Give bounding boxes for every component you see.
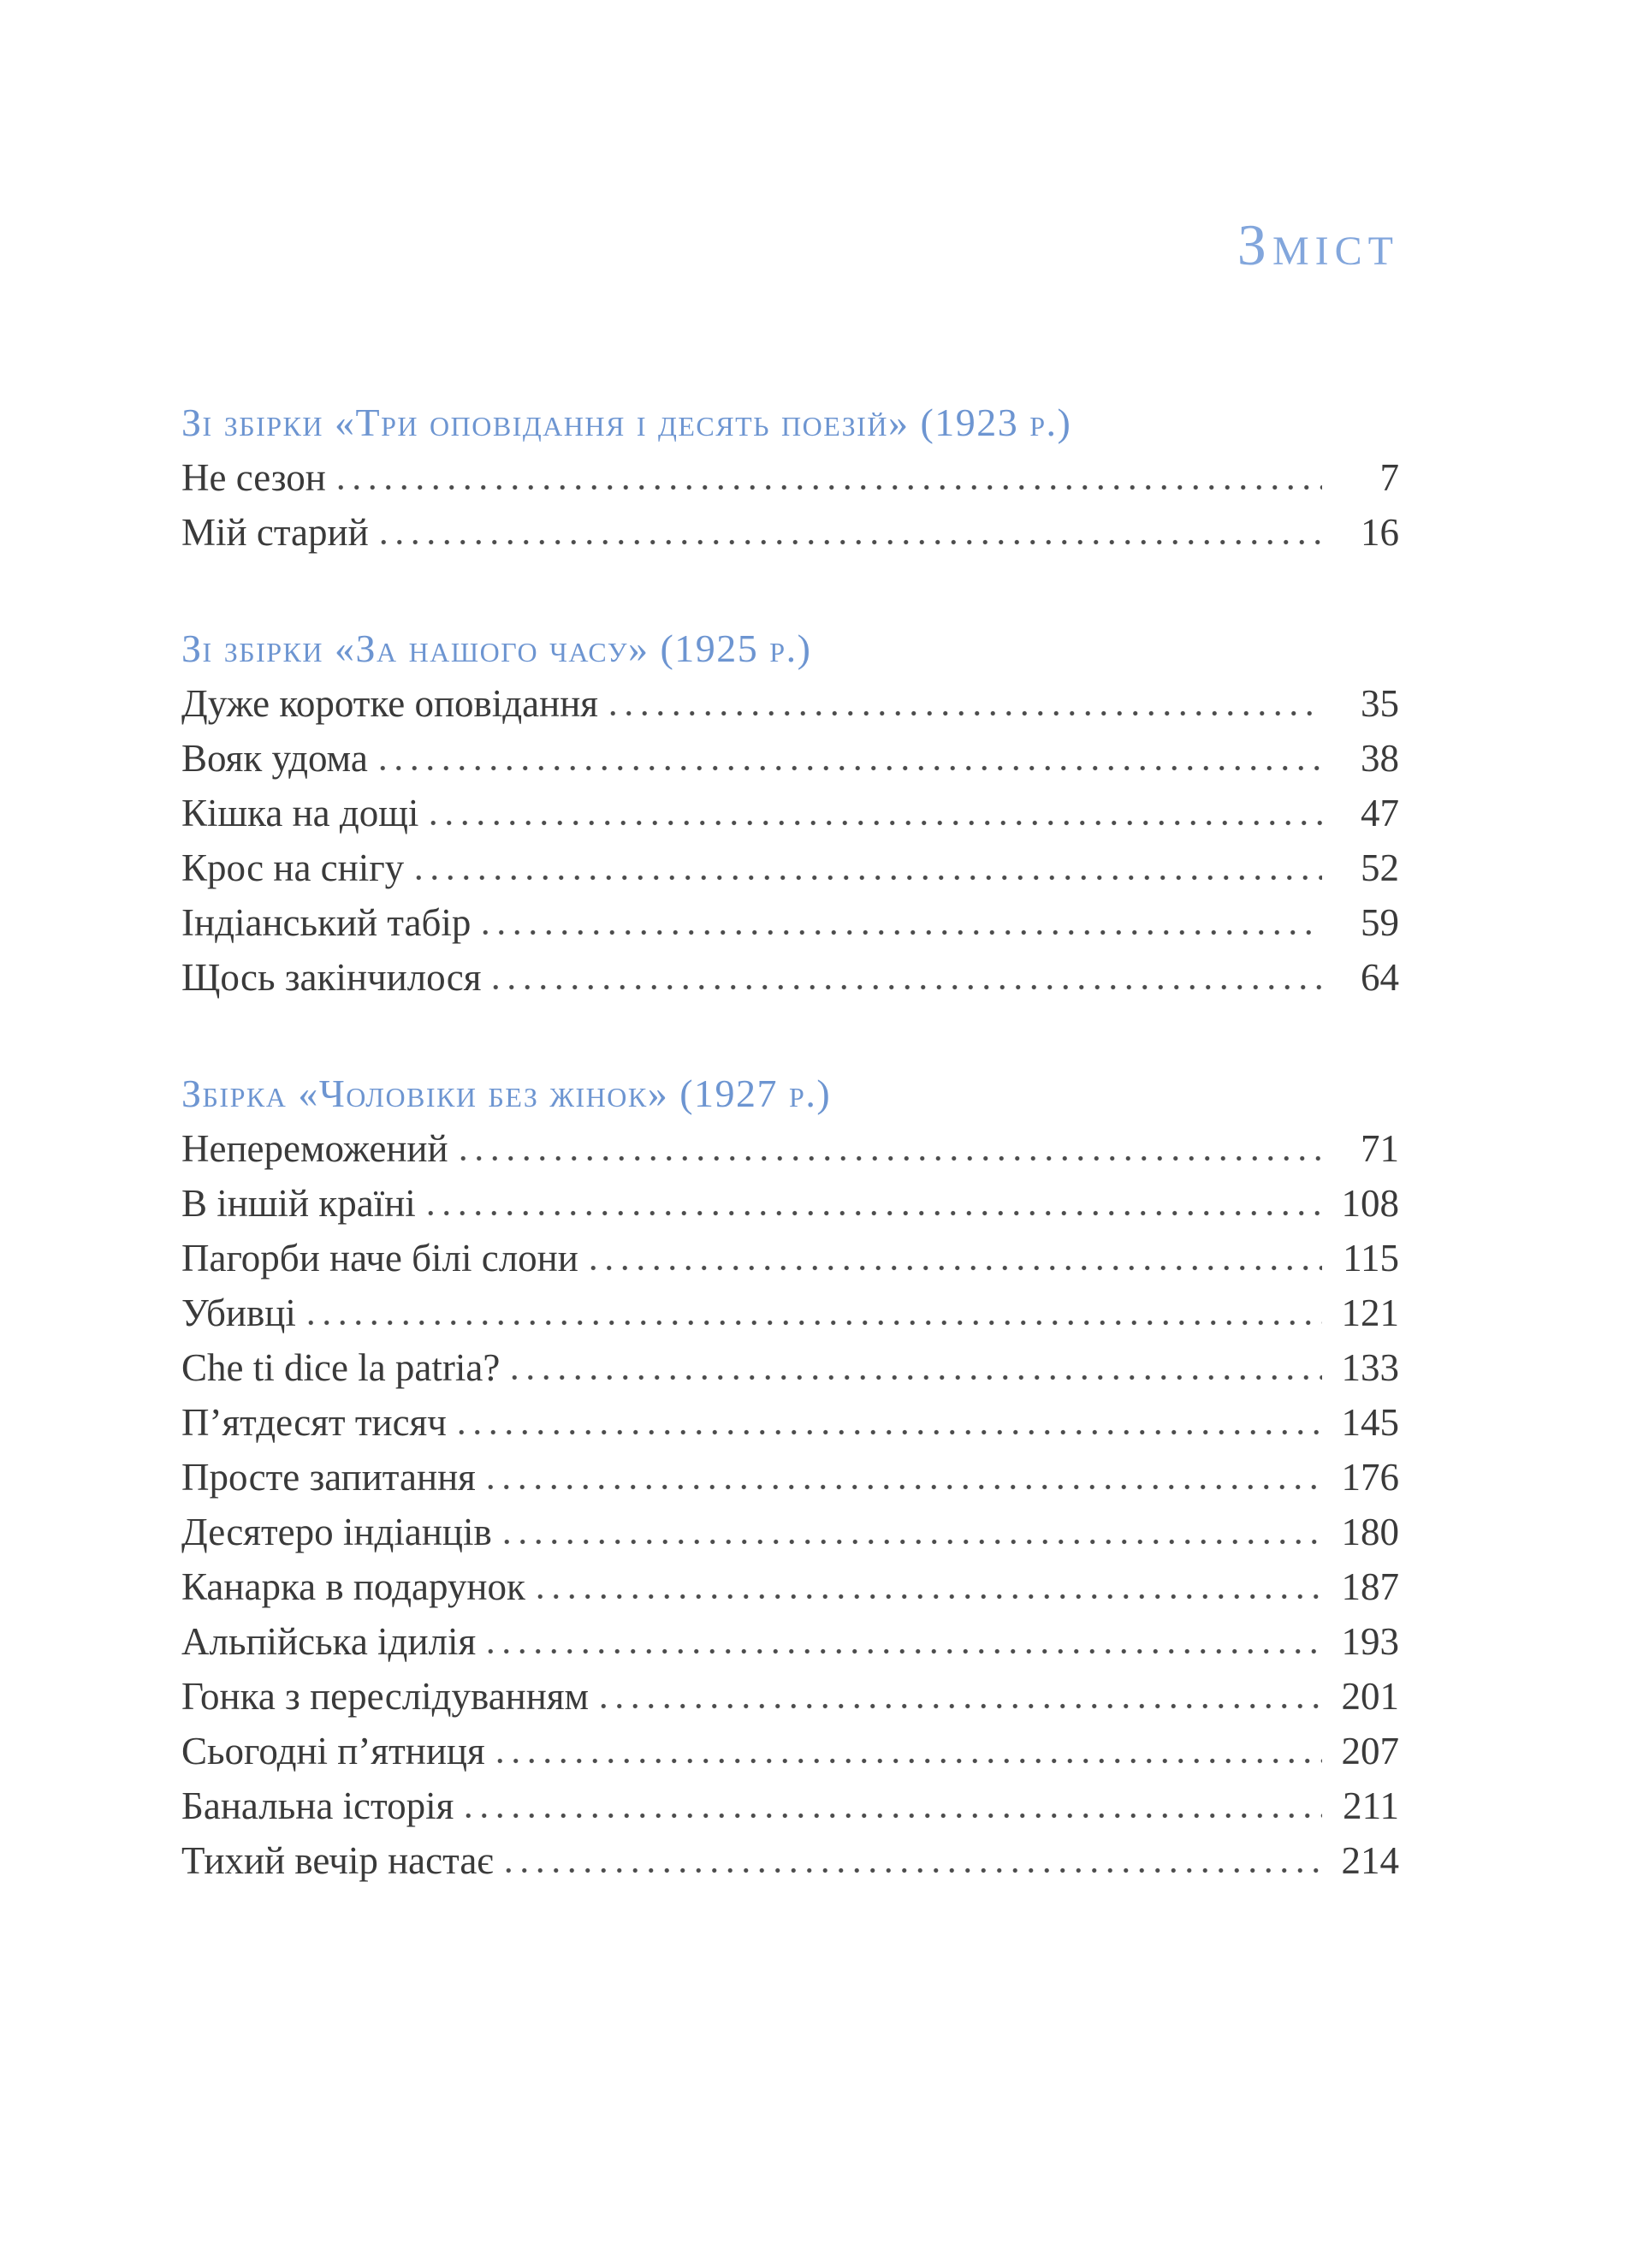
entry-title: В іншій країні — [181, 1182, 416, 1225]
toc-entry-row — [181, 450, 1399, 505]
entry-title: Десятеро індіанців — [181, 1511, 492, 1553]
dot-leader — [585, 1265, 1322, 1271]
toc-entry-row — [181, 1505, 1399, 1559]
dot-leader — [455, 1155, 1322, 1161]
entry-title: Сьогодні п’ятниця — [181, 1730, 485, 1772]
entry-title: Не сезон — [181, 456, 326, 499]
page-number: 214 — [1341, 1839, 1399, 1882]
page-number: 121 — [1341, 1291, 1399, 1334]
dot-leader — [492, 1758, 1322, 1764]
dot-leader — [596, 1703, 1322, 1709]
dot-leader — [376, 539, 1322, 545]
toc-entry-row — [181, 1559, 1399, 1614]
toc-entry-row — [181, 840, 1399, 895]
dot-leader — [303, 1320, 1322, 1326]
page-number: 115 — [1343, 1237, 1399, 1279]
toc-entry-row — [181, 505, 1399, 560]
toc-entry-row — [181, 950, 1399, 1005]
toc-section — [181, 621, 1399, 1005]
page-number: 193 — [1341, 1620, 1399, 1663]
page-number: 71 — [1361, 1127, 1399, 1170]
toc-entry-row — [181, 1614, 1399, 1669]
toc-entry-row — [181, 1450, 1399, 1505]
entry-title: Щось закінчилося — [181, 956, 482, 999]
page-number: 64 — [1361, 956, 1399, 999]
page-number: 133 — [1341, 1346, 1399, 1389]
dot-leader — [483, 1484, 1322, 1490]
entry-title: Мій старий — [181, 511, 369, 554]
dot-leader — [532, 1594, 1322, 1600]
toc-entry-row — [181, 895, 1399, 950]
entry-title: Убивці — [181, 1291, 296, 1334]
page-number: 7 — [1379, 456, 1399, 499]
section-rows — [181, 676, 1399, 1005]
entry-title: Непереможений — [181, 1127, 448, 1170]
dot-leader — [507, 1374, 1322, 1380]
dot-leader — [333, 484, 1322, 490]
entry-title: Канарка в подарунок — [181, 1565, 525, 1608]
entry-title: Вояк удома — [181, 737, 368, 780]
toc-entry-row — [181, 1285, 1399, 1340]
entry-title: Che ti dice la patria? — [181, 1346, 501, 1389]
dot-leader — [460, 1813, 1322, 1819]
dot-leader — [423, 1210, 1322, 1216]
page-title: Зміст — [1237, 212, 1399, 277]
toc-entry-row — [181, 1176, 1399, 1231]
entry-title: П’ятдесят тисяч — [181, 1401, 447, 1444]
section-heading: Зі збірки «Три оповідання і десять поезій» (1923 р.) — [181, 401, 1072, 444]
entry-title: Пагорби наче білі слони — [181, 1237, 578, 1279]
toc-entry-row — [181, 676, 1399, 731]
toc-entry-row — [181, 1121, 1399, 1176]
toc-entry-row — [181, 786, 1399, 840]
toc-section — [181, 1066, 1399, 1888]
page-number: 108 — [1341, 1182, 1399, 1225]
dot-leader — [501, 1867, 1322, 1873]
section-heading: Збірка «Чоловіки без жінок» (1927 р.) — [181, 1072, 832, 1115]
page-number: 145 — [1341, 1401, 1399, 1444]
dot-leader — [488, 984, 1322, 990]
toc-entry-row — [181, 1395, 1399, 1450]
dot-leader — [375, 765, 1322, 771]
entry-title: Дуже коротке оповідання — [181, 682, 599, 725]
toc-entry-row — [181, 1778, 1399, 1833]
entry-title: Просте запитання — [181, 1456, 476, 1499]
section-rows — [181, 450, 1399, 560]
entry-title: Тихий вечір настає — [181, 1839, 494, 1882]
toc-entry-row — [181, 1724, 1399, 1778]
dot-leader — [483, 1648, 1322, 1654]
dot-leader — [411, 875, 1322, 881]
toc-entry-row — [181, 1231, 1399, 1285]
dot-leader — [605, 710, 1322, 716]
page-number: 38 — [1361, 737, 1399, 780]
page-number: 35 — [1361, 682, 1399, 725]
dot-leader — [477, 929, 1322, 935]
page-number: 201 — [1341, 1675, 1399, 1718]
page-number: 211 — [1343, 1784, 1399, 1827]
sections — [181, 395, 1399, 1888]
dot-leader — [454, 1429, 1322, 1435]
entry-title: Індіанський табір — [181, 901, 472, 944]
page-number: 47 — [1361, 792, 1399, 834]
page-number: 207 — [1341, 1730, 1399, 1772]
dot-leader — [425, 820, 1322, 826]
section-rows — [181, 1121, 1399, 1888]
toc-entry-row — [181, 1669, 1399, 1724]
page-number: 16 — [1361, 511, 1399, 554]
toc-entry-row — [181, 731, 1399, 786]
page-number: 59 — [1361, 901, 1399, 944]
page-number: 52 — [1361, 846, 1399, 889]
entry-title: Банальна історія — [181, 1784, 454, 1827]
entry-title: Крос на снігу — [181, 846, 405, 889]
section-heading: Зі збірки «За нашого часу» (1925 р.) — [181, 626, 812, 670]
entry-title: Кішка на дощі — [181, 792, 419, 834]
dot-leader — [499, 1539, 1322, 1545]
page-number: 187 — [1341, 1565, 1399, 1608]
entry-title: Альпійська ідилія — [181, 1620, 477, 1663]
toc-entry-row — [181, 1340, 1399, 1395]
page-number: 180 — [1341, 1511, 1399, 1553]
toc-entry-row — [181, 1833, 1399, 1888]
page-number: 176 — [1341, 1456, 1399, 1499]
toc-section — [181, 395, 1399, 560]
entry-title: Гонка з переслідуванням — [181, 1675, 590, 1718]
